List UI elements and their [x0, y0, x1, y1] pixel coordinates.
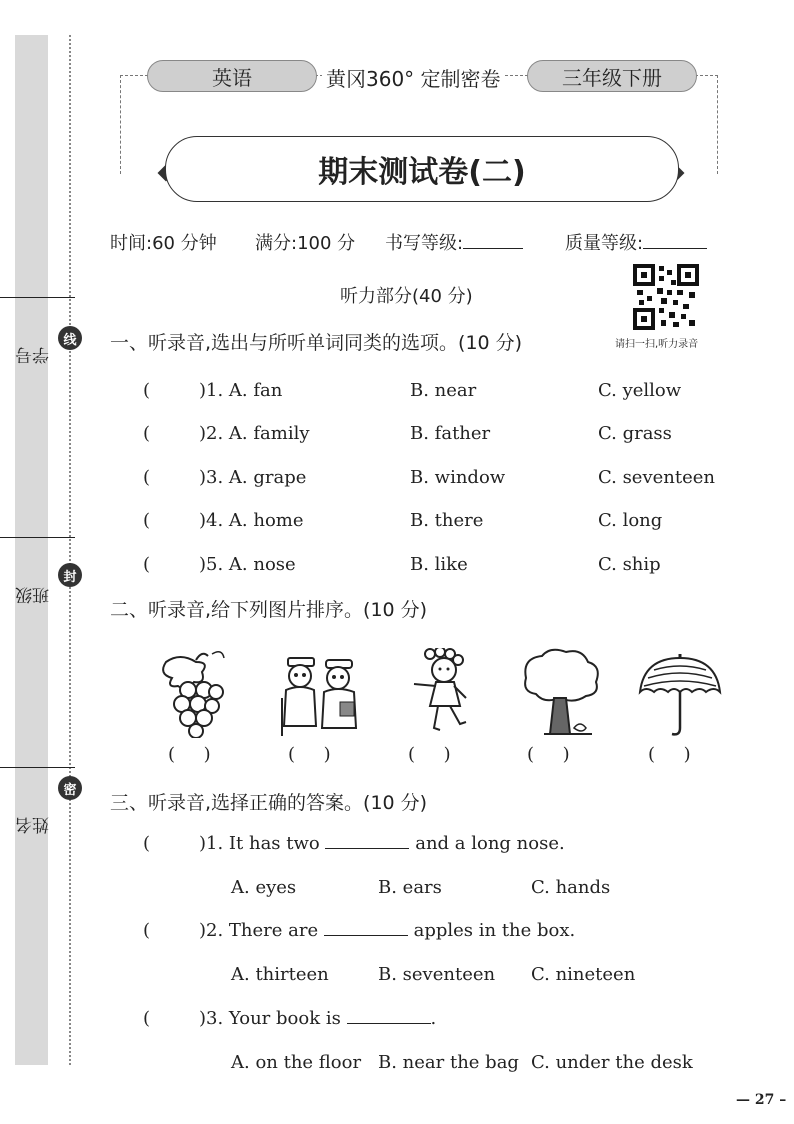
option-b: B. near	[410, 380, 477, 401]
seal-secret: 密	[58, 776, 82, 800]
fill-blank[interactable]	[324, 935, 408, 936]
option-b: B. near the bag	[378, 1052, 519, 1073]
fill-blank[interactable]	[325, 848, 409, 849]
picture-answer-blank[interactable]: ( )	[288, 744, 331, 765]
subject-badge: 英语	[147, 60, 317, 92]
option-a: )3. A. grape	[199, 467, 307, 488]
option-a: )2. A. family	[199, 423, 310, 444]
option-a: A. thirteen	[231, 964, 329, 985]
picture-answer-blank[interactable]: ( )	[408, 744, 451, 765]
answer-blank[interactable]: (	[143, 467, 151, 488]
girl-icon	[400, 648, 492, 738]
answer-blank[interactable]: (	[143, 554, 151, 575]
question-row	[0, 1006, 794, 1032]
answer-blank[interactable]: (	[143, 833, 151, 854]
series-name: 黄冈360° 定制密卷	[322, 63, 505, 92]
option-b: B. father	[410, 423, 491, 444]
option-c: C. long	[598, 510, 663, 531]
picture-answer-blank[interactable]: ( )	[527, 744, 570, 765]
answer-blank[interactable]: (	[143, 920, 151, 941]
question-row	[0, 918, 794, 944]
tree-icon	[516, 648, 608, 738]
writing-grade-label: 书写等级:	[385, 233, 464, 254]
option-b: B. seventeen	[378, 964, 496, 985]
options-row	[0, 875, 794, 901]
quality-grade-label: 质量等级:	[565, 233, 644, 254]
option-c: C. yellow	[598, 380, 682, 401]
question-stem: )1. It has two	[199, 833, 320, 854]
picture-answer-blank[interactable]: ( )	[648, 744, 691, 765]
answer-blank[interactable]: (	[143, 510, 151, 531]
option-c: C. under the desk	[531, 1052, 693, 1073]
question-tail: .	[430, 1008, 437, 1029]
answer-blank[interactable]: (	[143, 1008, 151, 1029]
option-a: A. eyes	[231, 877, 297, 898]
option-a: )1. A. fan	[199, 380, 283, 401]
question-tail: and a long nose.	[415, 833, 565, 854]
fill-blank[interactable]	[347, 1023, 431, 1024]
question-stem: )3. Your book is	[199, 1008, 341, 1029]
answer-blank[interactable]: (	[143, 380, 151, 401]
page-title: 期末测试卷(二)	[165, 136, 679, 202]
question-row	[0, 831, 794, 857]
option-c: C. ship	[598, 554, 661, 575]
section3-title: 三、听录音,选择正确的答案。(10 分)	[110, 792, 428, 814]
student-id-field[interactable]	[15, 230, 48, 400]
class-label: 班级	[14, 583, 49, 604]
grapes-icon	[150, 648, 242, 738]
option-a: A. on the floor	[231, 1052, 362, 1073]
page-number: — 27 –	[736, 1092, 787, 1108]
qr-code-icon[interactable]	[633, 264, 699, 330]
option-c: C. seventeen	[598, 467, 716, 488]
cut-line	[69, 35, 71, 1065]
time-info: 时间:60 分钟	[110, 233, 217, 254]
class-field[interactable]	[15, 470, 48, 640]
question-tail: apples in the box.	[413, 920, 576, 941]
option-b: B. ears	[378, 877, 442, 898]
writing-grade-field[interactable]	[385, 229, 523, 255]
option-a: )5. A. nose	[199, 554, 296, 575]
quality-grade-field[interactable]	[565, 229, 707, 255]
option-a: )4. A. home	[199, 510, 304, 531]
option-b: B. window	[410, 467, 506, 488]
seal-seal: 封	[58, 563, 82, 587]
answer-blank[interactable]: (	[143, 423, 151, 444]
student-id-label: 学号	[14, 343, 49, 364]
picture-answer-blank[interactable]: ( )	[168, 744, 211, 765]
qr-caption: 请扫一扫,听力录音	[615, 339, 699, 350]
option-c: C. nineteen	[531, 964, 636, 985]
option-b: B. there	[410, 510, 484, 531]
options-row	[0, 962, 794, 988]
option-b: B. like	[410, 554, 468, 575]
question-stem: )2. There are	[199, 920, 319, 941]
options-row	[0, 1050, 794, 1076]
seal-line: 线	[58, 326, 82, 350]
listening-heading: 听力部分(40 分)	[340, 286, 473, 307]
section2-title: 二、听录音,给下列图片排序。(10 分)	[110, 599, 428, 621]
option-c: C. hands	[531, 877, 611, 898]
option-c: C. grass	[598, 423, 672, 444]
name-label: 姓名	[14, 813, 49, 834]
umbrella-icon	[634, 648, 726, 738]
grade-badge: 三年级下册	[527, 60, 697, 92]
grandparents-icon	[276, 648, 368, 738]
score-info: 满分:100 分	[255, 233, 356, 254]
section1-title: 一、听录音,选出与所听单词同类的选项。(10 分)	[110, 332, 523, 354]
